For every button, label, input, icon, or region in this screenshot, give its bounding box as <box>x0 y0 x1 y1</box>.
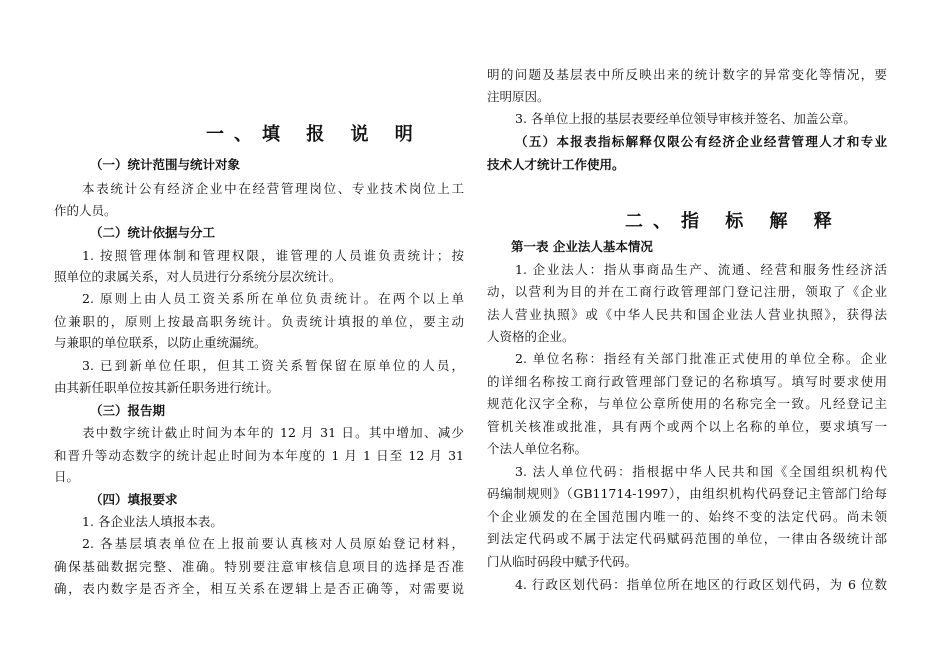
paragraph-line: 表中数字统计截止时间为本年的 12 月 31 日。其中增加、减少 <box>82 425 464 440</box>
paragraph-line: 作的人员。 <box>54 203 117 218</box>
paragraph-line: 的详细名称按工商行政管理部门登记的名称填写。填写时要求使用 <box>487 374 887 389</box>
paragraph-line: 明的问题及基层表中所反映出来的统计数字的异常变化等情况，要 <box>487 67 887 82</box>
paragraph-line: 1. 按照管理体制和管理权限，谁管理的人员谁负责统计；按 <box>82 248 464 263</box>
paragraph-line: 法人营业执照》或《中华人民共和国企业法人营业执照》，获得法 <box>487 307 887 322</box>
paragraph-line: 确，表内数字是否齐全，相互关系在逻辑上是否正确等，对需要说 <box>54 581 464 596</box>
paragraph-line: 动，以营利为目的并在工商行政管理部门登记注册，领取了《企业 <box>487 284 887 299</box>
paragraph-line: 码编制规则》（GB11714-1997），由组织机构代码登记主管部门给每 <box>487 486 887 501</box>
heading-basis: （二）统计依据与分工 <box>90 225 216 240</box>
paragraph-line: 2. 原则上由人员工资关系所在单位负责统计。在两个以上单 <box>82 291 464 306</box>
paragraph-line: 由其新任职单位按其新任职务进行统计。 <box>54 380 280 395</box>
heading-requirements: （四）填报要求 <box>90 492 178 507</box>
paragraph-line: 人资格的企业。 <box>487 329 575 344</box>
paragraph-line: 门从临时码段中赋予代码。 <box>487 554 638 569</box>
paragraph-line: 3. 已到新单位任职，但其工资关系暂保留在原单位的人员， <box>82 358 464 373</box>
heading-report-period: （三）报告期 <box>90 403 166 418</box>
paragraph-line: 位兼职的，原则上按最高职务统计。负责统计填报的单位，要主动 <box>54 314 464 329</box>
section-title-fill-instructions: 一、填 报 说 明 <box>206 124 423 145</box>
paragraph-line: 个法人单位名称。 <box>487 441 588 456</box>
heading-scope-note-cont: 技术人才统计工作使用。 <box>487 157 625 172</box>
paragraph-line: 1. 各企业法人填报本表。 <box>82 514 223 529</box>
section-title-indicator-explanation: 二、指 标 解 释 <box>625 211 842 232</box>
paragraph-line: 2. 单位名称：指经有关部门批准正式使用的单位全称。企业 <box>515 351 887 366</box>
heading-scope-note: （五）本报表指标解释仅限公有经济企业经营管理人才和专业 <box>515 134 887 149</box>
paragraph-line: 确保基础数据完整、准确。特别要注意审核信息项目的选择是否准 <box>54 559 464 574</box>
paragraph-line: 个企业颁发的在全国范围内唯一的、始终不变的法定代码。尚未领 <box>487 509 887 524</box>
paragraph-line: 与兼职的单位联系，以防止重统漏统。 <box>54 335 267 350</box>
paragraph-line: 3. 各单位上报的基层表要经单位领导审核并签名、加盖公章。 <box>515 111 856 126</box>
paragraph-line: 管机关核准或批准，具有两个或两个以上名称的单位，要求填写一 <box>487 419 887 434</box>
paragraph-line: 1. 企业法人：指从事商品生产、流通、经营和服务性经济活 <box>515 262 887 277</box>
paragraph-line: 规范化汉字全称，与单位公章所使用的名称完全一致。凡经登记主 <box>487 396 887 411</box>
paragraph-line: 照单位的隶属关系，对人员进行分系统分层次统计。 <box>54 269 342 284</box>
paragraph-line: 本表统计公有经济企业中在经营管理岗位、专业技术岗位上工 <box>82 181 464 196</box>
paragraph-line: 3. 法人单位代码：指根据中华人民共和国《全国组织机构代 <box>515 464 887 479</box>
paragraph-line: 日。 <box>54 469 80 484</box>
paragraph-line: 4. 行政区划代码：指单位所在地区的行政区划代码，为 6 位数 <box>515 577 887 592</box>
paragraph-line: 注明原因。 <box>487 89 550 104</box>
paragraph-line: 到法定代码或不属于法定代码赋码范围的单位，一律由各级统计部 <box>487 531 887 546</box>
paragraph-line: 和晋升等动态数字的统计起止时间为本年度的 1 月 1 日至 12 月 31 <box>54 448 464 463</box>
paragraph-line: 2. 各基层填表单位在上报前要认真核对人员原始登记材料， <box>82 536 464 551</box>
heading-scope: （一）统计范围与统计对象 <box>90 157 241 172</box>
heading-table-1: 第一表 企业法人基本情况 <box>511 239 653 254</box>
